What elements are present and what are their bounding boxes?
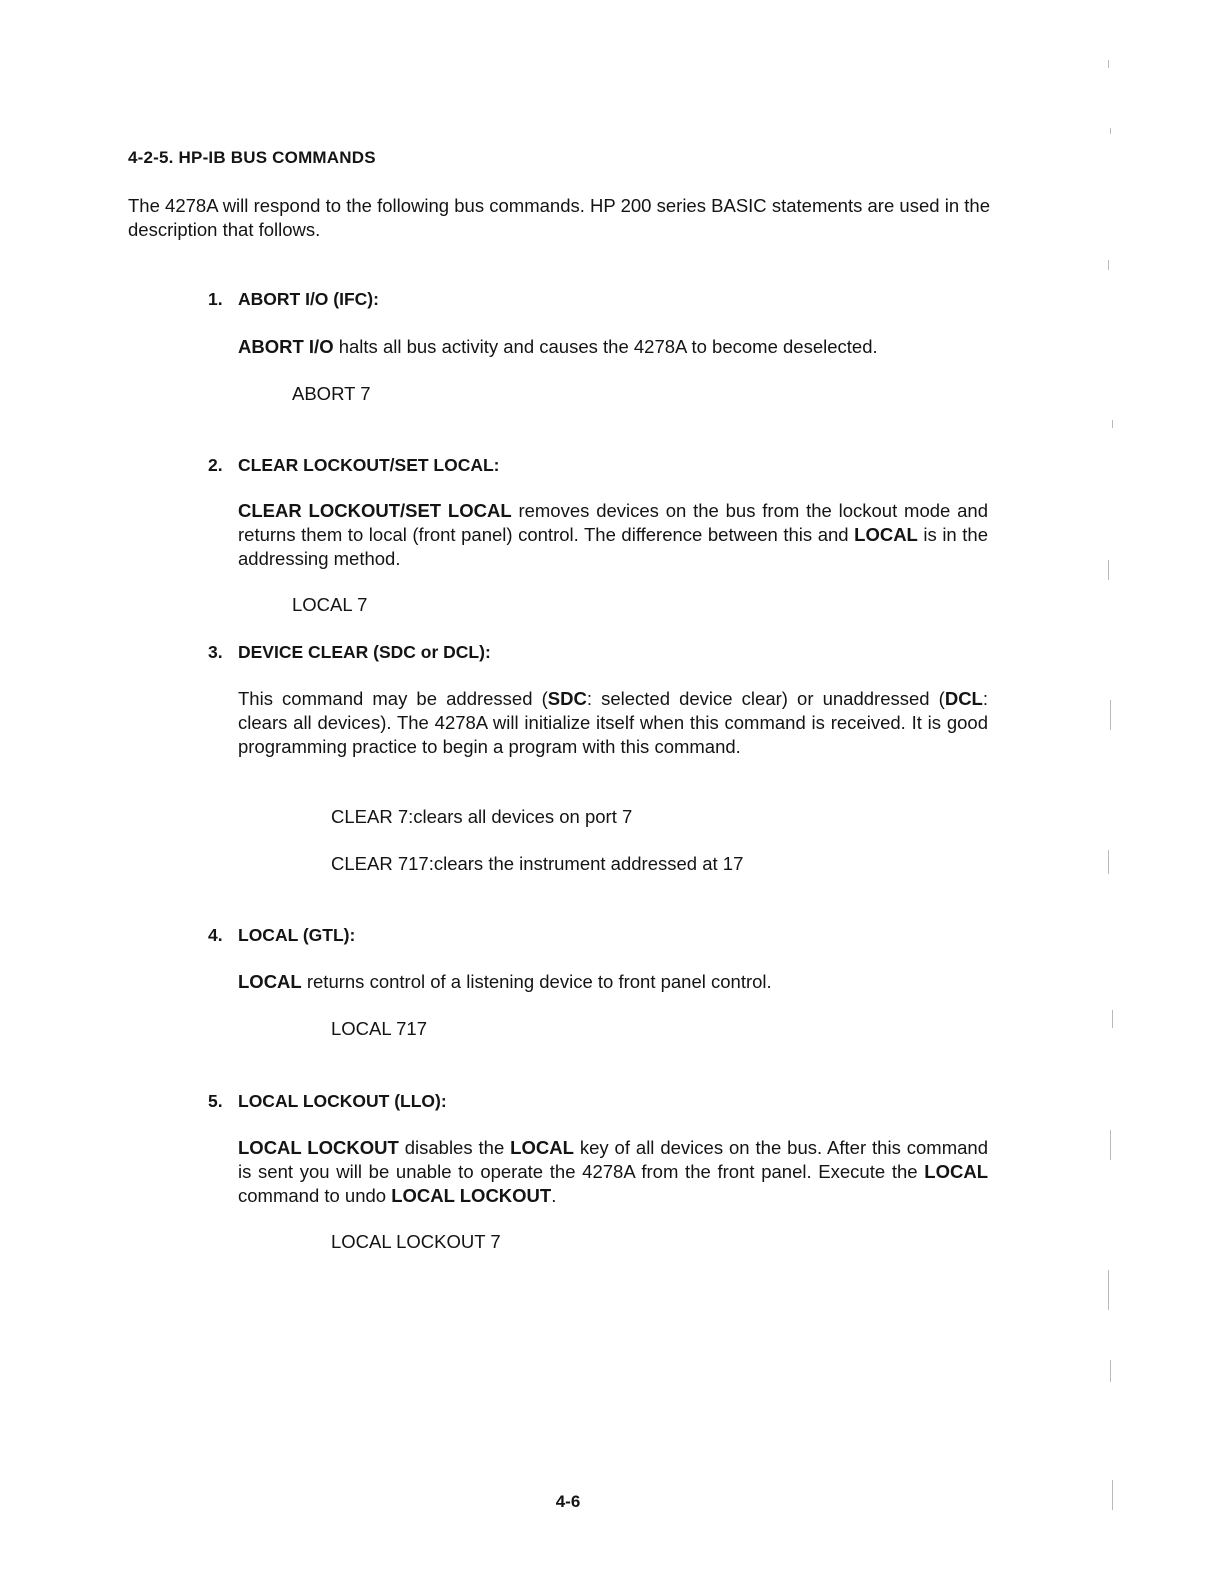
item-title: LOCAL LOCKOUT (LLO): — [238, 1091, 447, 1111]
item-title: LOCAL (GTL): — [238, 925, 356, 945]
section-title: HP-IB BUS COMMANDS — [178, 148, 376, 167]
description-text: disables the — [398, 1137, 511, 1158]
description-text: : clears all devices). The 4278A will initialize itself when this command is received. It is good programming practice to begin a program with this command. — [238, 688, 988, 757]
item-number: 1. — [208, 289, 223, 309]
item-heading-local-gtl — [208, 923, 355, 947]
example-clear-7: CLEAR 7:clears all devices on port 7 — [331, 806, 633, 827]
bold-term: ABORT I/O — [238, 336, 334, 357]
section-heading — [128, 146, 376, 170]
bold-term: DCL — [944, 688, 983, 709]
bold-term: CLEAR LOCKOUT/SET LOCAL — [238, 500, 512, 521]
bold-term: LOCAL — [854, 524, 918, 545]
description-text: key of all devices on the bus. After this command is sent you will be unable to operate the 4278A from the front panel. Execute the — [238, 1137, 988, 1182]
bold-term: LOCAL LOCKOUT — [391, 1185, 552, 1206]
item-heading-abort-io — [208, 287, 379, 311]
example-clear-717: CLEAR 717:clears the instrument addressed at 17 — [331, 853, 744, 874]
item-number: 4. — [208, 925, 223, 945]
item-number: 3. — [208, 642, 223, 662]
intro-paragraph: The 4278A will respond to the following bus commands. HP 200 series BASIC statements are used in the description that follows. — [128, 195, 990, 240]
description-text: halts all bus activity and causes the 4278A to become deselected. — [333, 336, 878, 357]
description-text: . — [551, 1185, 557, 1206]
item-title: ABORT I/O (IFC): — [238, 289, 379, 309]
item-heading-clear-lockout — [208, 453, 500, 477]
page-number: 4-6 — [555, 1492, 581, 1511]
description-text: command to undo — [238, 1185, 392, 1206]
section-number: 4-2-5. — [128, 148, 174, 167]
description-text: removes devices on the bus from the lockout mode and returns them to local (front panel) control. The difference between this and — [238, 500, 988, 545]
example-local-717: LOCAL 717 — [331, 1018, 427, 1039]
example-local-7: LOCAL 7 — [292, 594, 368, 615]
example-abort-7: ABORT 7 — [292, 383, 371, 404]
item-description-device-clear — [238, 687, 988, 759]
item-description-local-gtl — [238, 970, 988, 994]
bold-term: LOCAL LOCKOUT — [238, 1137, 399, 1158]
item-heading-device-clear — [208, 640, 491, 664]
description-text: returns control of a listening device to front panel control. — [301, 971, 772, 992]
bold-term: SDC — [547, 688, 587, 709]
item-description-clear-lockout — [238, 499, 988, 571]
item-number: 2. — [208, 455, 223, 475]
description-text: is in the addressing method. — [238, 524, 988, 569]
item-title: DEVICE CLEAR (SDC or DCL): — [238, 642, 491, 662]
item-heading-local-lockout — [208, 1089, 447, 1113]
item-title: CLEAR LOCKOUT/SET LOCAL: — [238, 455, 500, 475]
item-description-local-lockout — [238, 1136, 988, 1208]
bold-term: LOCAL — [510, 1137, 574, 1158]
description-text: : selected device clear) or unaddressed ( — [586, 688, 945, 709]
item-description-abort-io — [238, 335, 988, 359]
bold-term: LOCAL — [924, 1161, 988, 1182]
item-number: 5. — [208, 1091, 223, 1111]
example-local-lockout-7: LOCAL LOCKOUT 7 — [331, 1231, 501, 1252]
description-text: This command may be addressed ( — [238, 688, 548, 709]
bold-term: LOCAL — [238, 971, 302, 992]
